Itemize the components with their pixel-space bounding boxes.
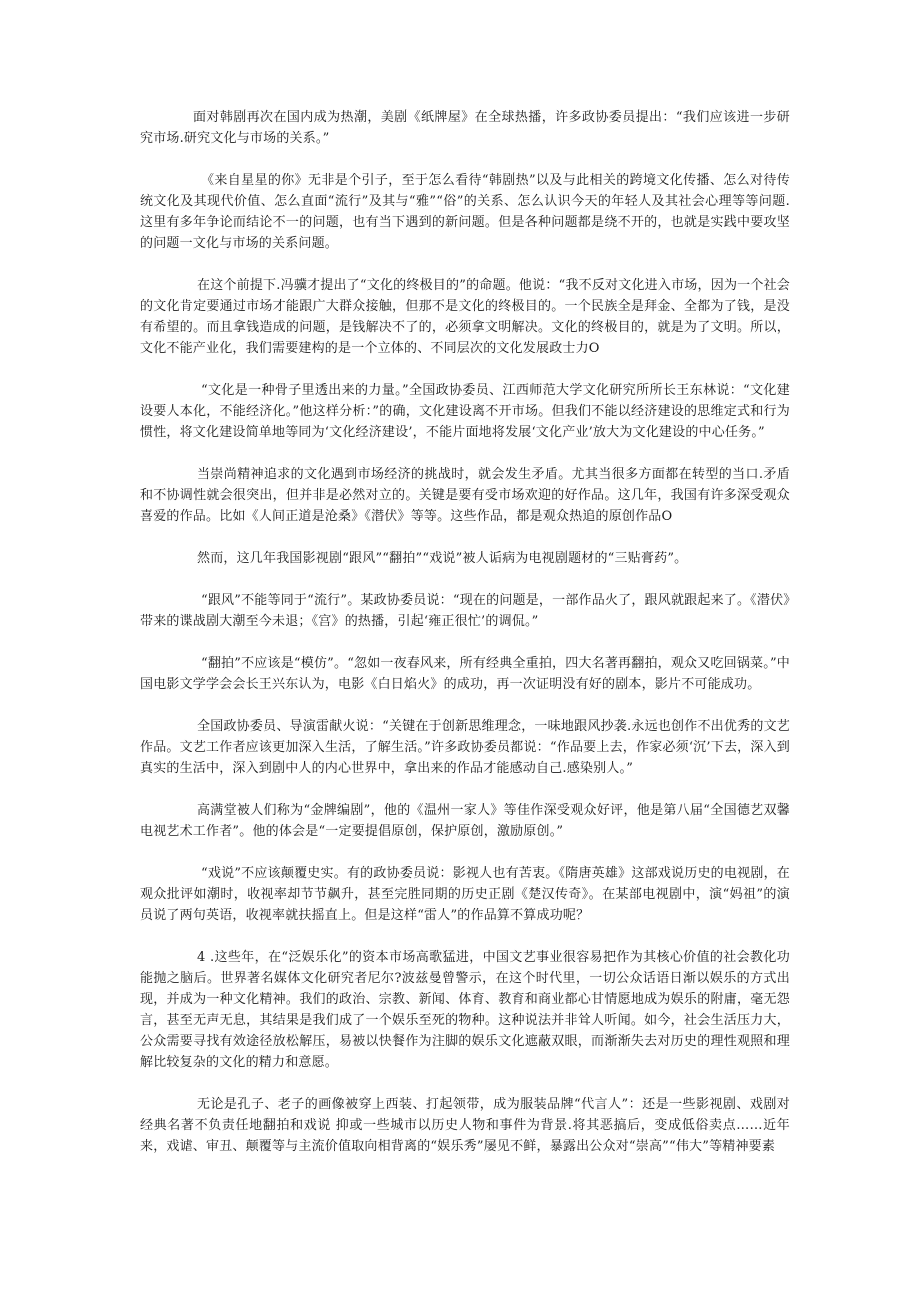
paragraph-13: 无论是孔子、老子的画像被穿上西装、打起领带，成为服装品牌“代言人”：还是一些影视剧、戏剧对经典名著不负责任地翻拍和戏说 抑或一些城市以历史人物和事件为背景.将其恶搞后，变成低俗卖点……近年来，戏谑、审丑、颠覆等与主流价值取向相背离的“娱乐秀”屡见不鲜，暴露出公众对“崇高”“伟大”等精神要素 bbox=[140, 1097, 790, 1154]
paragraph-1: 面对韩剧再次在国内成为热潮，美剧《纸牌屋》在全球热播，许多政协委员提出：“我们应该进一步研究市场.研究文化与市场的关系。” bbox=[140, 110, 790, 146]
paragraph-8: “翻拍”不应该是“模仿”。“忽如一夜春风来，所有经典全重拍，四大名著再翻拍，观众又吃回锅菜。”中国电影文学学会会长王兴东认为，电影《白日焰火》的成功，再一次证明没有好的剧本，影片不可能成功。 bbox=[140, 656, 790, 692]
paragraph-9: 全国政协委员、导演雷献火说：“关键在于创新思维理念，一味地跟风抄袭.永远也创作不出优秀的文艺作品。文艺工作者应该更加深入生活，了解生活。”许多政协委员都说：“作品要上去，作家必须‘沉’下去，深入到真实的生活中，深入到剧中人的内心世界中，拿出来的作品才能感动自己.感染别人。” bbox=[140, 719, 790, 776]
paragraph-12: 4 .这些年，在“泛娱乐化”的资本市场高歌猛进，中国文艺事业很容易把作为其核心价值的社会教化功能抛之脑后。世界著名媒体文化研究者尼尔?波兹曼曾警示，在这个时代里，一切公众话语日渐以娱乐的方式出现，并成为一种文化精神。我们的政治、宗教、新闻、体育、教育和商业都心甘情愿地成为娱乐的附庸，毫无怨言，甚至无声无息，其结果是我们成了一个娱乐至死的物种。这种说法并非耸人听闻。如今，社会生活压力大，公众需要寻找有效途径放松解压，易被以快餐作为注脚的娱乐文化遮蔽双眼，而渐渐失去对历史的理性观照和理解比较复杂的文化的精力和意愿。 bbox=[140, 950, 790, 1070]
paragraph-2: 《来自星星的你》无非是个引子，至于怎么看待“韩剧热”以及与此相关的跨境文化传播、怎么对待传统文化及其现代价值、怎么直面“流行”及其与“雅”“俗”的关系、怎么认识今天的年轻人及其社会心理等等问题.这里有多年争论而结论不一的问题，也有当下遇到的新问题。但是各种问题都是绕不开的，也就是实践中要攻坚的问题一文化与市场的关系问题。 bbox=[140, 173, 790, 251]
paragraph-3: 在这个前提下.冯骥才提出了“文化的终极目的”的命题。他说：“我不反对文化进入市场，因为一个社会的文化肯定要通过市场才能跟广大群众接触，但那不是文化的终极目的。一个民族全是拜金、全都为了钱，是没有希望的。而且拿钱造成的问题，是钱解决不了的，必须拿文明解决。文化的终极目的，就是为了文明。所以，文化不能产业化，我们需要建构的是一个立体的、不同层次的文化发展政士力O bbox=[140, 278, 790, 356]
paragraph-6: 然而，这几年我国影视剧“跟风”“翻拍”“戏说”被人诟病为电视剧题材的“三贴膏药”。 bbox=[197, 551, 688, 566]
paragraph-4: “文化是一种骨子里透出来的力量。”全国政协委员、江西师范大学文化研究所所长王东林说：“文化建设要人本化，不能经济化。”他这样分析：”的确，文化建设离不开市场。但我们不能以经济建设的思维定式和行为惯性，将文化建设简单地等同为‘文化经济建设’，不能片面地将发展‘文化产业’放大为文化建设的中心任务。” bbox=[140, 383, 790, 440]
document-page bbox=[140, 107, 790, 1178]
paragraph-10: 高满堂被人们称为“金牌编剧”，他的《温州一家人》等佳作深受观众好评，他是第八届“全国德艺双馨电视艺术工作者”。他的体会是“一定要提倡原创，保护原创，激励原创。” bbox=[140, 803, 790, 839]
paragraph-5: 当崇尚精神追求的文化遇到市场经济的挑战时，就会发生矛盾。尤其当很多方面都在转型的当口.矛盾和不协调性就会很突出，但并非是必然对立的。关键是要有受市场欢迎的好作品。这几年，我国有许多深受观众喜爱的作品。比如《人间正道是沧桑》《潜伏》等等。这些作品，都是观众热追的原创作品O bbox=[140, 467, 790, 524]
paragraph-11: “戏说”不应该颠覆史实。有的政协委员说：影视人也有苦衷。《隋唐英雄》这部戏说历史的电视剧，在观众批评如潮时，收视率却节节飙升，甚至完胜同期的历史正剧《楚汉传奇》。在某部电视剧中，演“妈祖”的演员说了两句英语，收视率就扶摇直上。但是这样“雷人”的作品算不算成功呢？ bbox=[140, 866, 790, 923]
paragraph-7: “跟风”不能等同于“流行”。某政协委员说：“现在的问题是，一部作品火了，跟风就跟起来了。《潜伏》带来的谍战剧大潮至今未退；《宫》的热播，引起‘雍正很忙’的调侃。” bbox=[140, 593, 790, 629]
